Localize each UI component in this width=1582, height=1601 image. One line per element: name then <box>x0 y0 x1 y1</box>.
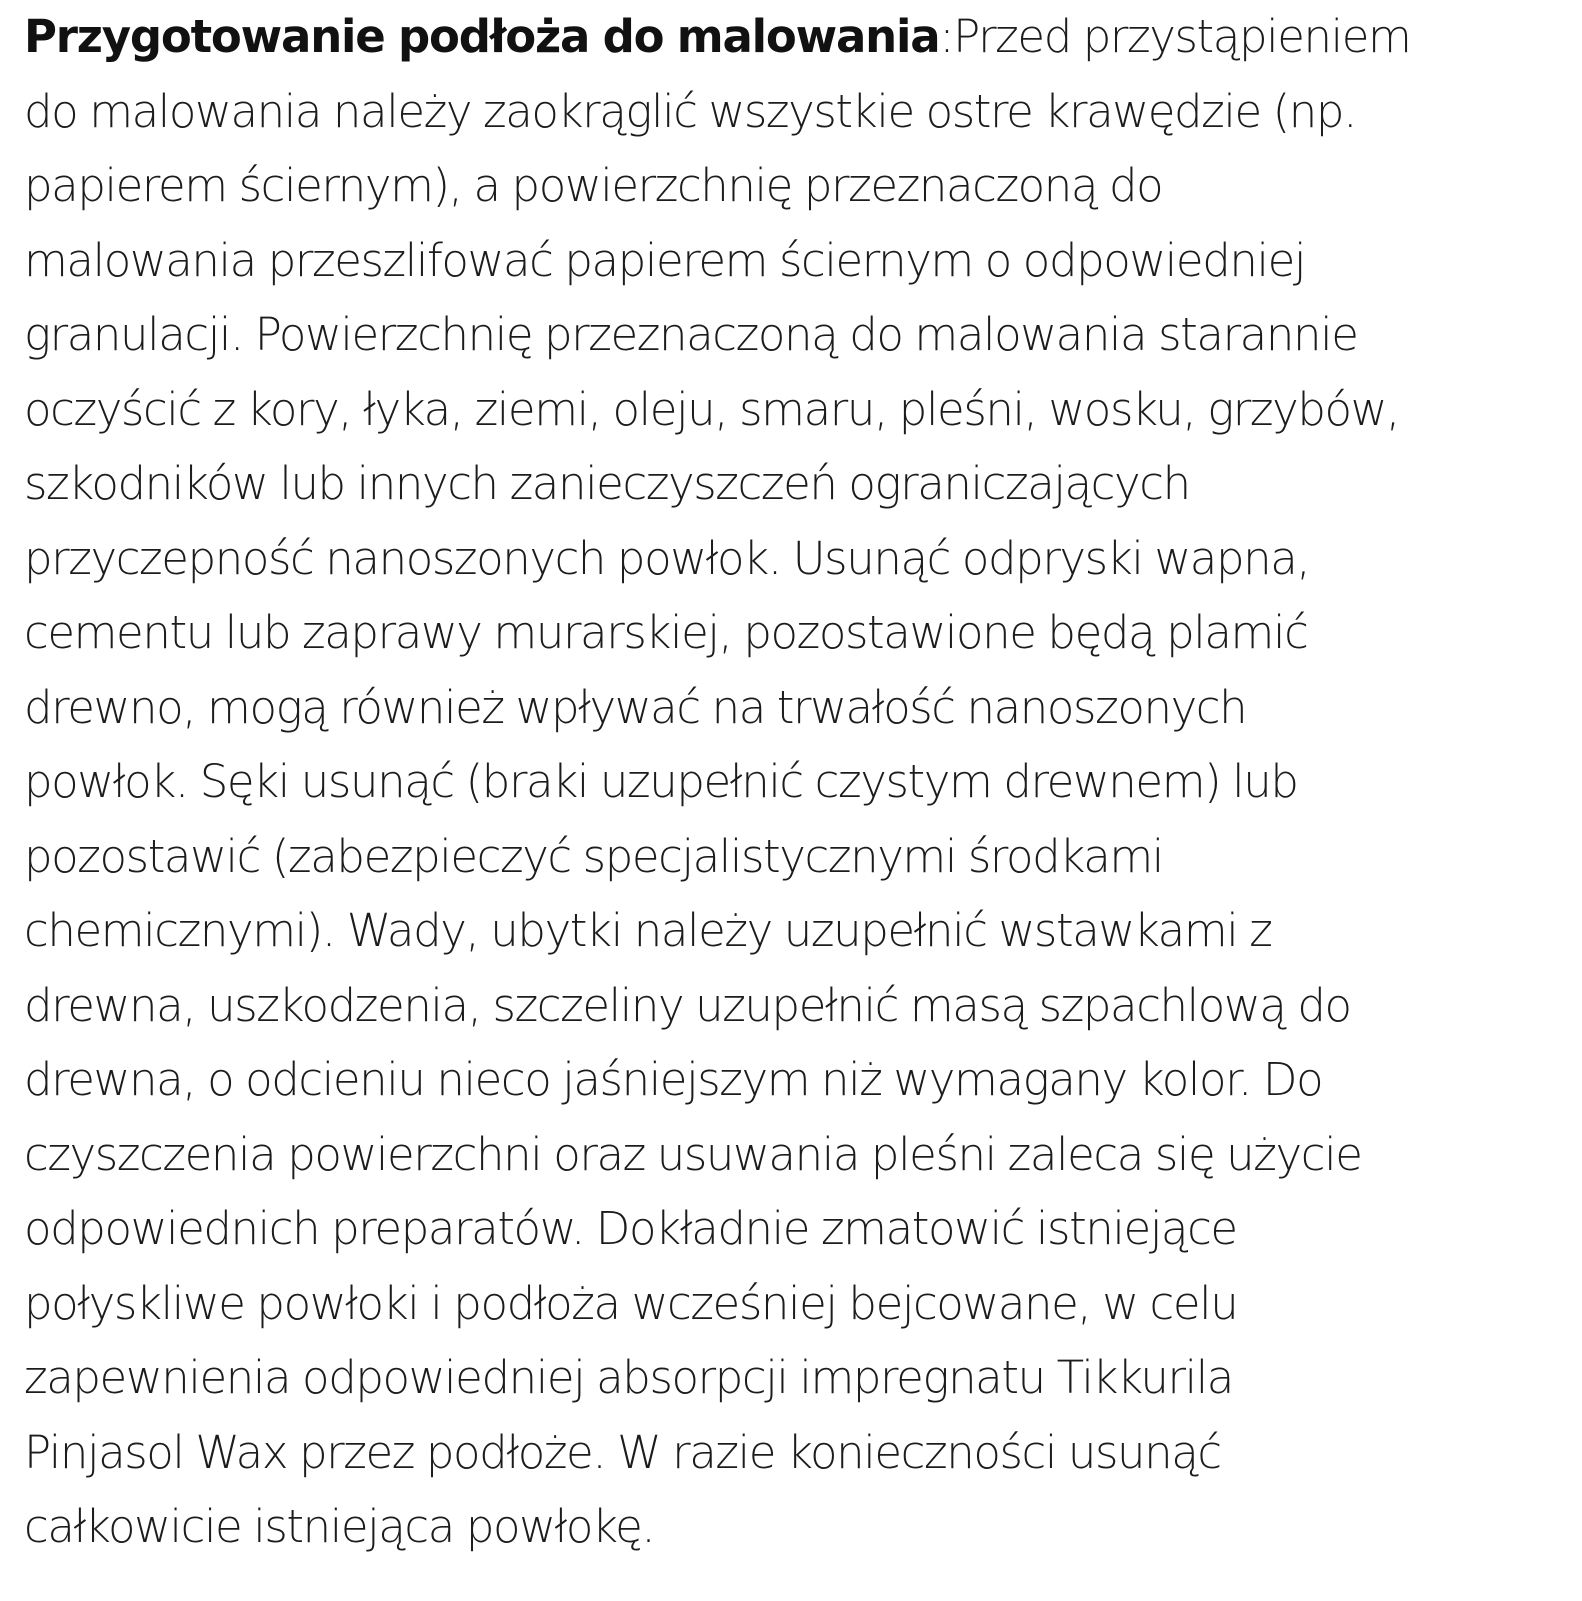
text-line-14: drewna, uszkodzenia, szczeliny uzupełnić masą szpachlową do <box>24 978 1351 1032</box>
text-line-1 <box>24 0 1564 75</box>
text-line-11: powłok. Sęki usunąć (braki uzupełnić czystym drewnem) lub <box>24 755 1298 808</box>
text-line-21: całkowicie istniejąca powłokę. <box>24 1500 655 1553</box>
text-line-18: połyskliwe powłoki i podłoża wcześniej bejcowane, w celu <box>24 1276 1238 1330</box>
text-line-4: malowania przeszlifować papierem ściernym o odpowiedniej <box>24 233 1305 287</box>
text-line-13: chemicznymi). Wady, ubytki należy uzupełnić wstawkami z <box>24 904 1272 957</box>
text-line-12: pozostawić (zabezpieczyć specjalistycznymi środkami <box>24 829 1163 883</box>
text-line-16: czyszczenia powierzchni oraz usuwania pleśni zaleca się użycie <box>24 1127 1362 1181</box>
text-line-17: odpowiednich preparatów. Dokładnie zmatowić istniejące <box>24 1202 1237 1255</box>
text-line-8: przyczepność nanoszonych powłok. Usunąć odpryski wapna, <box>24 531 1310 585</box>
text-line-10: drewno, mogą również wpływać na trwałość nanoszonych <box>24 680 1247 734</box>
text-line-7: szkodników lub innych zanieczyszczeń ograniczających <box>24 457 1190 510</box>
text-line-1-content: Przed przystąpieniem <box>953 10 1411 63</box>
text-line-5: granulacji. Powierzchnię przeznaczoną do malowania starannie <box>24 308 1358 361</box>
paragraph <box>24 0 1564 1565</box>
text-line-19: zapewnienia odpowiedniej absorpcji impregnatu Tikkurila <box>24 1351 1233 1404</box>
text-line-6: oczyścić z kory, łyka, ziemi, oleju, smaru, pleśni, wosku, grzybów, <box>24 382 1399 436</box>
heading-separator: : <box>939 10 954 63</box>
text-line-2: do malowania należy zaokrąglić wszystkie ostre krawędzie (np. <box>24 84 1356 138</box>
text-line-9: cementu lub zaprawy murarskiej, pozostawione będą plamić <box>24 606 1308 659</box>
text-line-3: papierem ściernym), a powierzchnię przeznaczoną do <box>24 159 1163 212</box>
text-line-20: Pinjasol Wax przez podłoże. W razie konieczności usunąć <box>24 1425 1221 1479</box>
document-body <box>24 0 1564 1565</box>
section-heading: Przygotowanie podłoża do malowania <box>24 10 940 63</box>
text-line-15: drewna, o odcieniu nieco jaśniejszym niż wymagany kolor. Do <box>24 1053 1323 1106</box>
